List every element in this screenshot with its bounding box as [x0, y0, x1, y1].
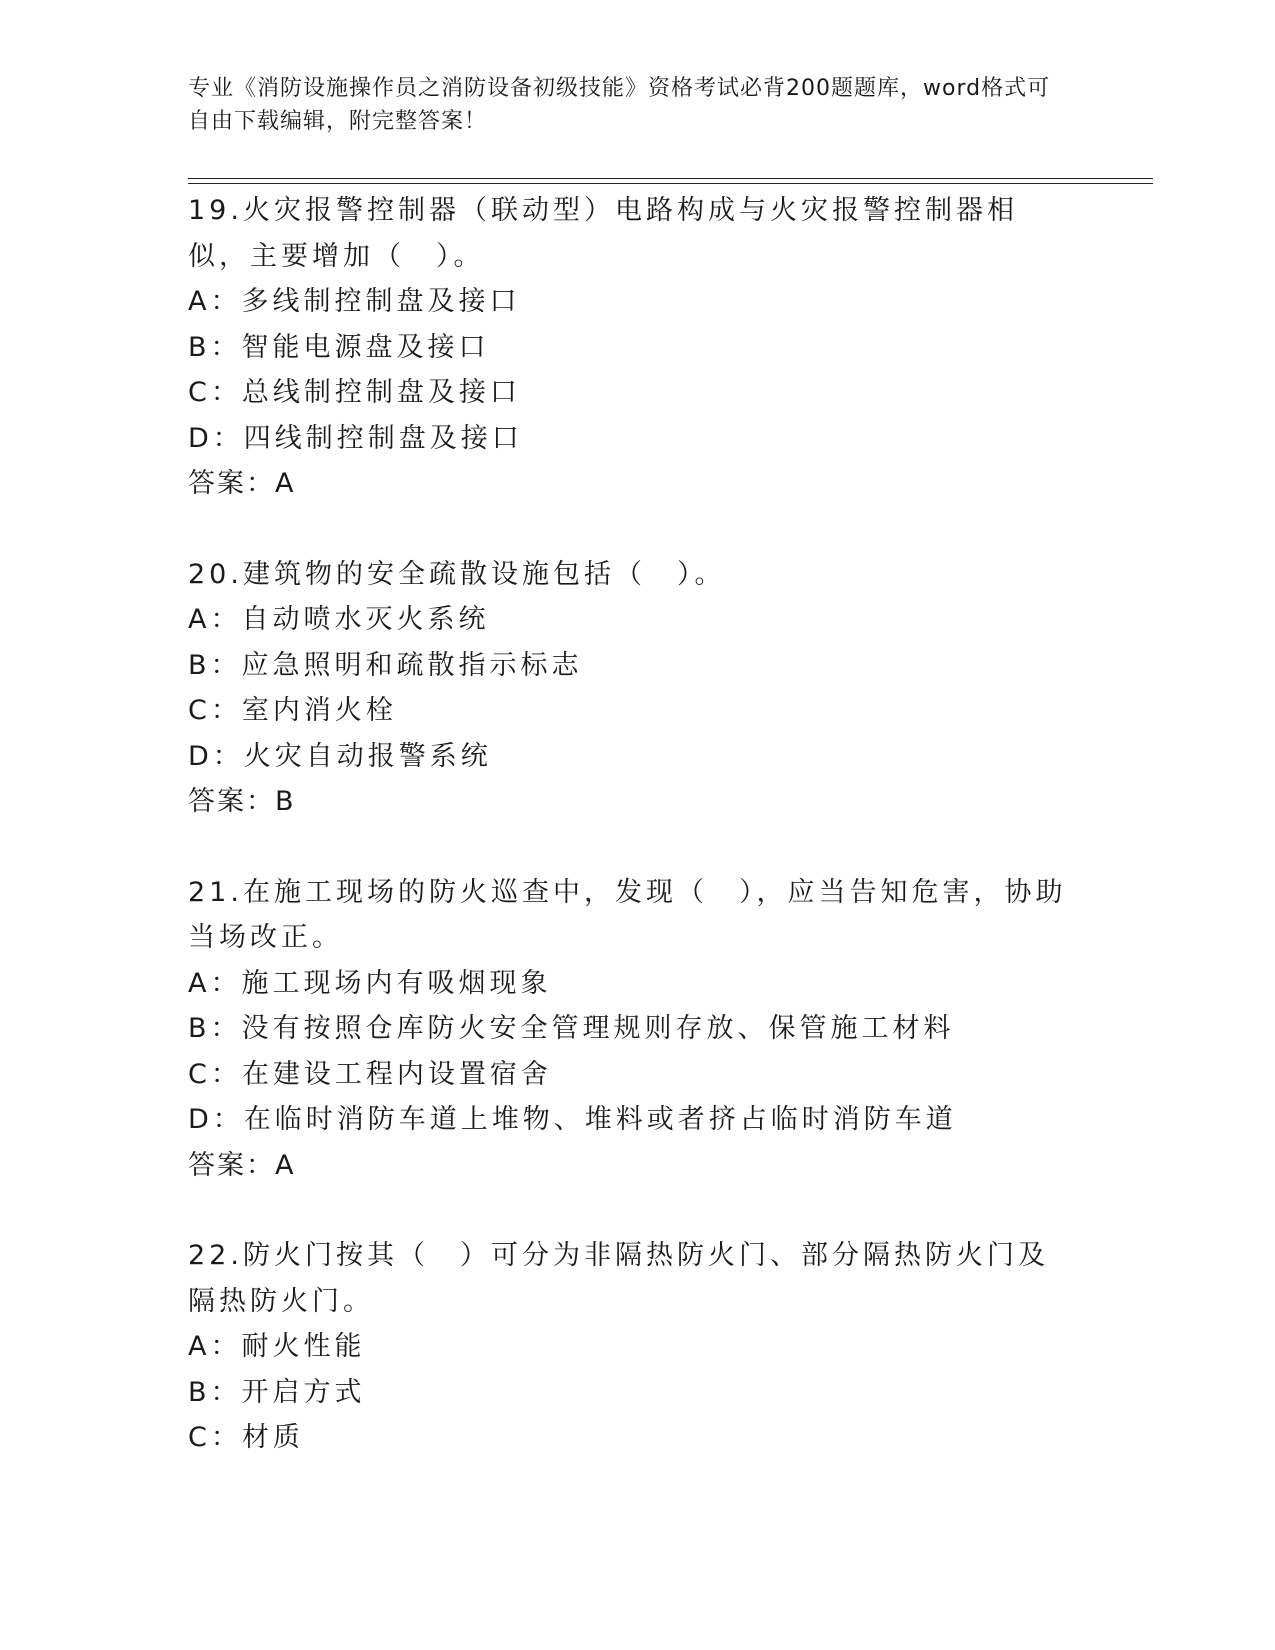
question-stem: 21.在施工现场的防火巡查中，发现（ ），应当告知危害，协助当场改正。: [188, 876, 1067, 953]
answer: 答案：B: [188, 786, 296, 817]
question-20: [188, 552, 1078, 825]
question-stem: 19.火灾报警控制器（联动型）电路构成与火灾报警控制器相似，主要增加（ ）。: [188, 195, 1018, 272]
header-rule-top: [188, 178, 1153, 179]
question-stem: 20.建筑物的安全疏散设施包括（ ）。: [188, 558, 726, 590]
question-19: [188, 188, 1078, 507]
option-c: C：在建设工程内设置宿舍: [188, 1058, 552, 1090]
option-d: D：四线制控制盘及接口: [188, 422, 523, 454]
question-stem: 22.防火门按其（ ）可分为非隔热防火门、部分隔热防火门及隔热防火门。: [188, 1240, 1049, 1317]
question-22: [188, 1233, 1078, 1461]
question-gap: [188, 507, 1078, 552]
question-list: [188, 188, 1078, 1461]
question-21: [188, 870, 1078, 1189]
option-b: B：智能电源盘及接口: [188, 331, 490, 363]
option-a: A：施工现场内有吸烟现象: [188, 967, 552, 999]
header-rule-bottom: [188, 183, 1153, 184]
option-c: C：室内消火栓: [188, 695, 397, 726]
option-a: A：自动喷水灭火系统: [188, 604, 490, 635]
option-b: B：应急照明和疏散指示标志: [188, 649, 583, 681]
document-header: 专业《消防设施操作员之消防设备初级技能》资格考试必背200题题库，word格式可自由下载编辑，附完整答案！: [188, 76, 1051, 134]
option-a: A：耐火性能: [188, 1331, 366, 1362]
question-gap: [188, 1188, 1078, 1233]
option-a: A：多线制控制盘及接口: [188, 286, 521, 317]
answer: 答案：A: [188, 1149, 296, 1181]
option-d: D：火灾自动报警系统: [188, 740, 492, 772]
option-b: B：没有按照仓库防火安全管理规则存放、保管施工材料: [188, 1013, 955, 1044]
option-d: D：在临时消防车道上堆物、堆料或者挤占临时消防车道: [188, 1104, 957, 1135]
option-b: B：开启方式: [188, 1376, 366, 1408]
question-gap: [188, 825, 1078, 870]
option-c: C：材质: [188, 1422, 304, 1453]
option-c: C：总线制控制盘及接口: [188, 377, 521, 408]
answer: 答案：A: [188, 468, 296, 499]
